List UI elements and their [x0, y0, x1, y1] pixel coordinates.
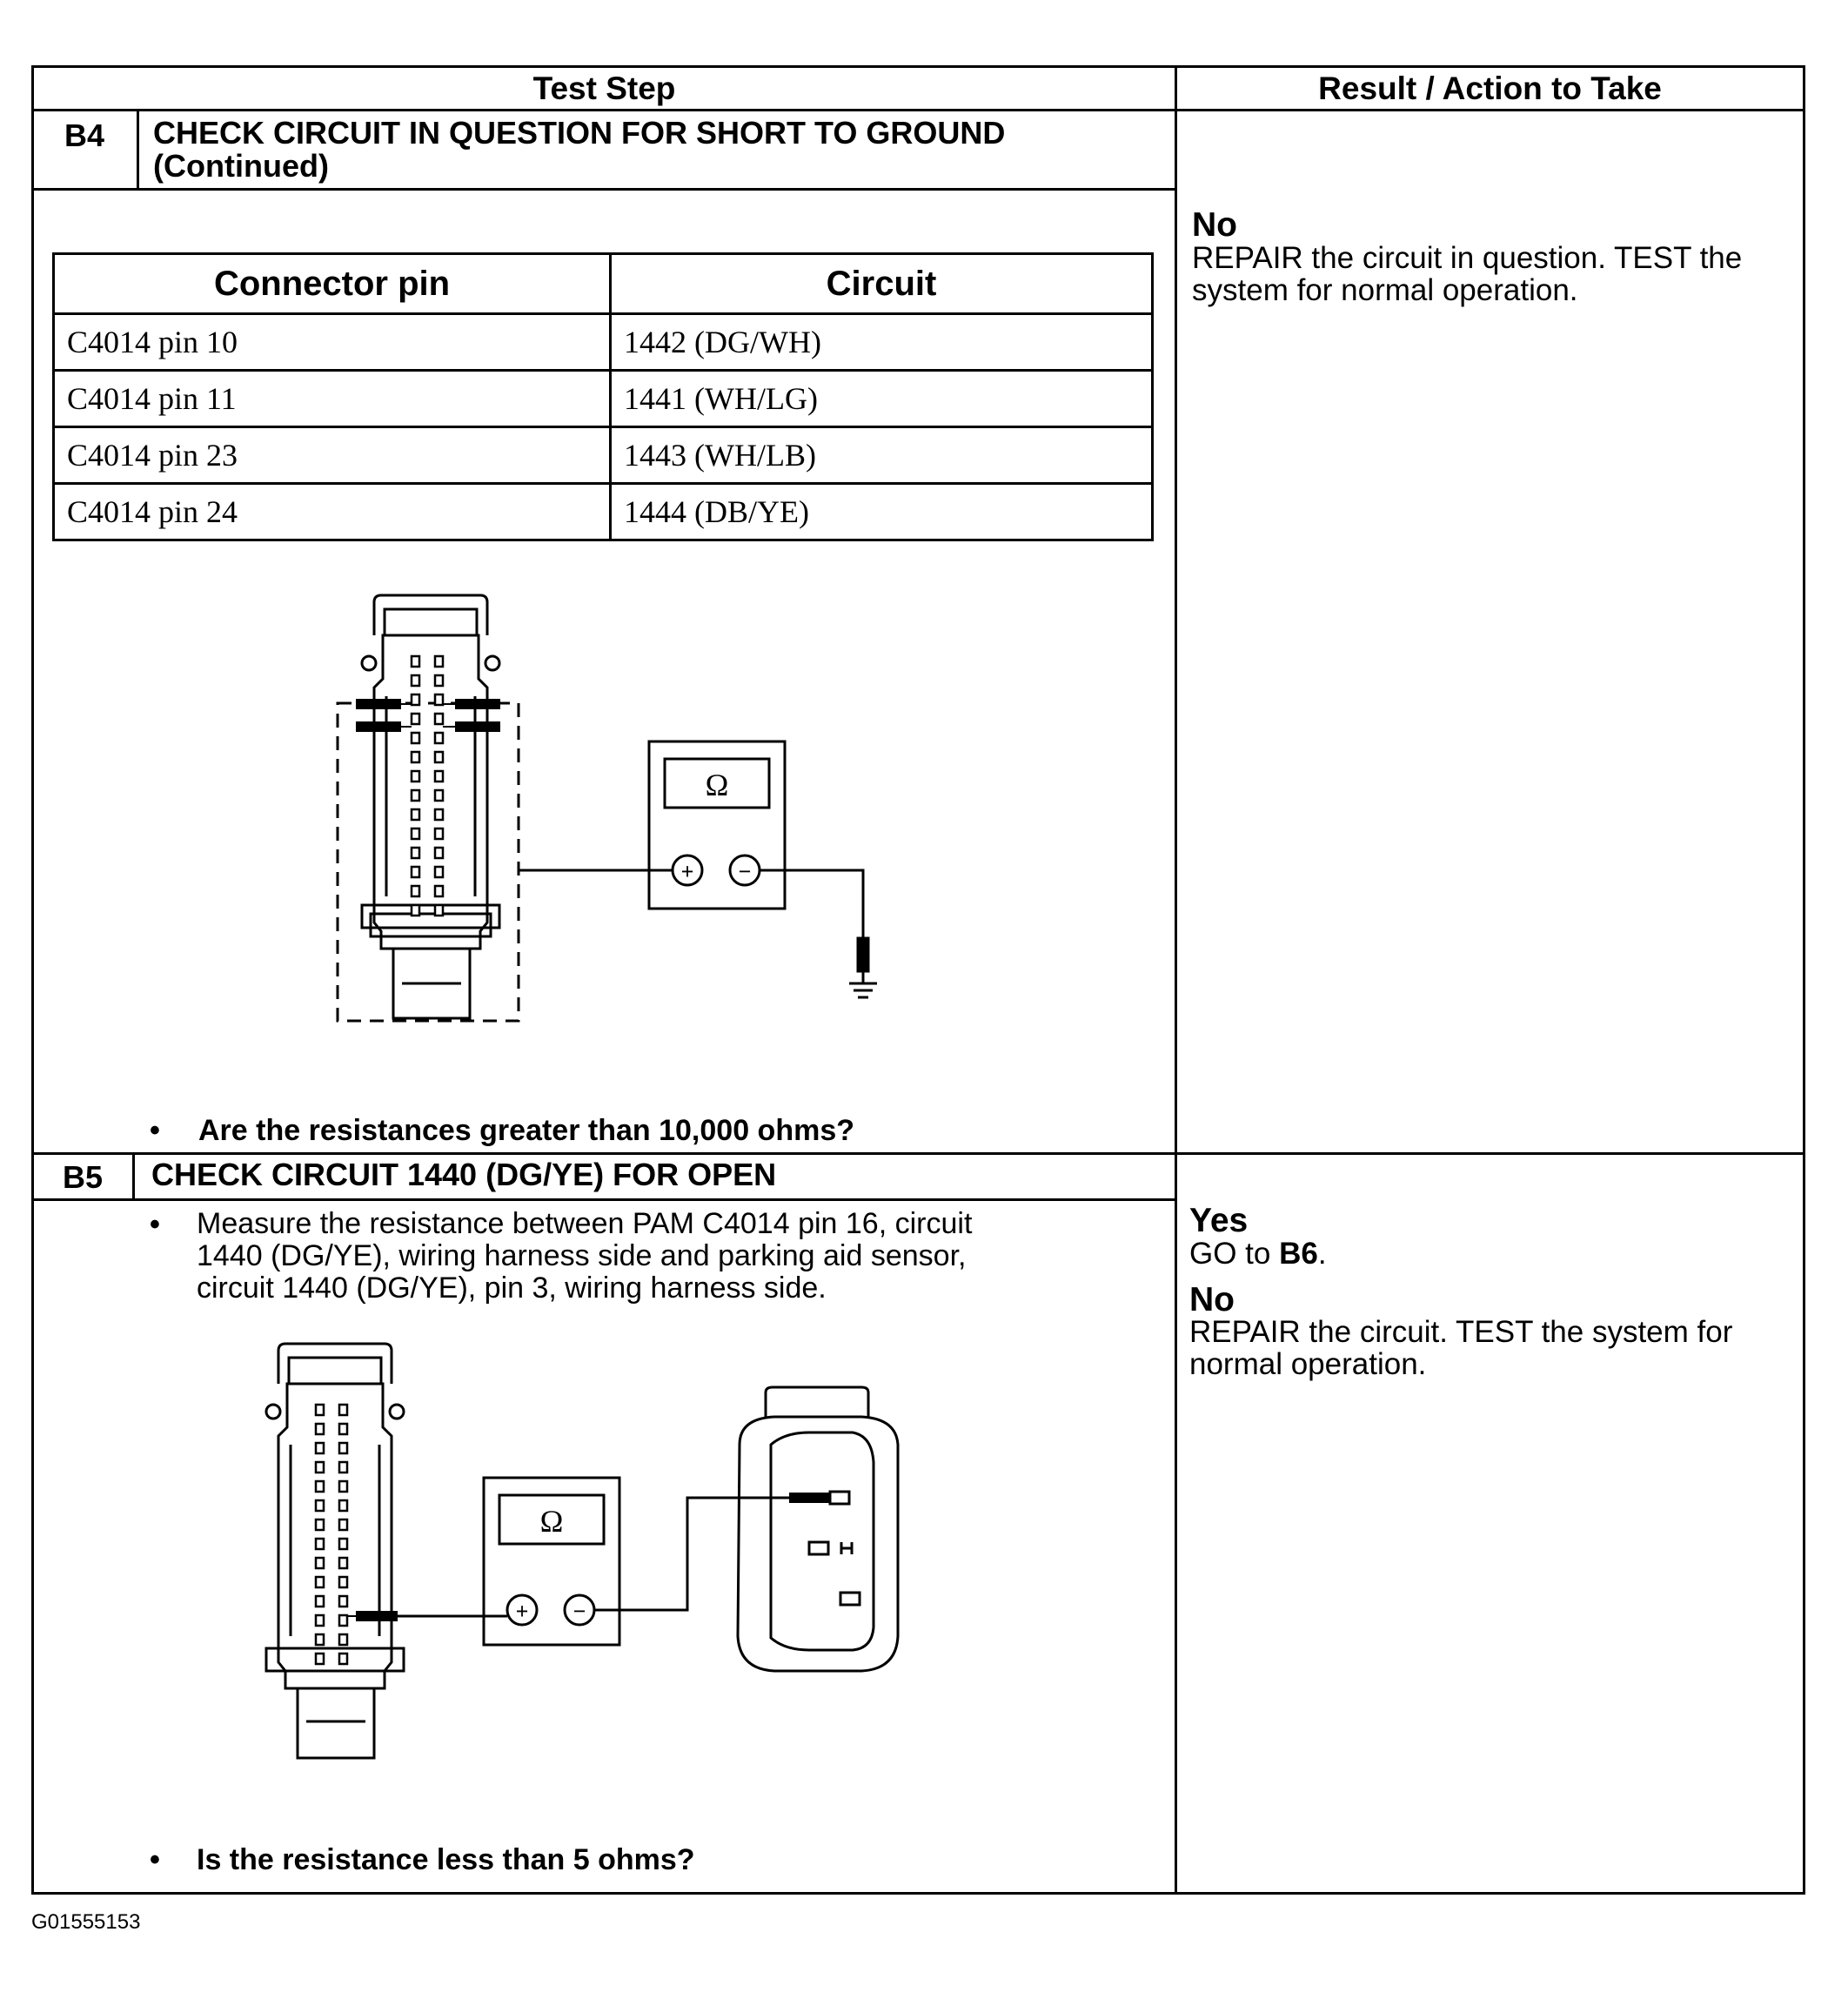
- step-code-b5: B5: [63, 1159, 104, 1195]
- b4-meter-symbol: Ω: [705, 768, 729, 802]
- connector-pin-cell: C4014 pin 10: [54, 314, 611, 371]
- step-title-b5: CHECK CIRCUIT 1440 (DG/YE) FOR OPEN: [151, 1157, 777, 1192]
- b5-result-yes-label: Yes: [1189, 1202, 1249, 1239]
- b4-wiring-diagram: [322, 583, 905, 1070]
- pin-table-header-connector: Connector pin: [54, 254, 611, 314]
- column-divider: [1175, 65, 1177, 1895]
- b5-test-leads: [397, 1498, 790, 1616]
- connector-pin-cell: C4014 pin 24: [54, 484, 611, 540]
- b5-question: Is the resistance less than 5 ohms?: [197, 1843, 695, 1876]
- ground-icon: [849, 938, 877, 997]
- circuit-cell: 1442 (DG/WH): [611, 314, 1153, 371]
- b4-title-divider: [31, 188, 1175, 191]
- step-title-b4-line1: CHECK CIRCUIT IN QUESTION FOR SHORT TO GROUND: [153, 115, 1006, 151]
- circuit-cell: 1443 (WH/LB): [611, 427, 1153, 484]
- header-result-action: Result / Action to Take: [1318, 70, 1662, 106]
- b5-instruction-line1: Measure the resistance between PAM C4014 pin 16, circuit: [197, 1207, 973, 1240]
- step-title-b4-line2: (Continued): [153, 148, 329, 184]
- b5-code-divider: [132, 1152, 135, 1199]
- circuit-cell: 1444 (DB/YE): [611, 484, 1153, 540]
- b5-ohmmeter-icon: [484, 1478, 619, 1645]
- table-row: [54, 371, 1153, 427]
- connector-pin-cell: C4014 pin 11: [54, 371, 611, 427]
- b5-result-no-text-line2: normal operation.: [1189, 1347, 1427, 1381]
- b5-connector-pins: [316, 1405, 347, 1664]
- b5-result-no-text-line1: REPAIR the circuit. TEST the system for: [1189, 1315, 1733, 1349]
- header-test-step: Test Step: [532, 70, 676, 106]
- circuit-cell: 1441 (WH/LG): [611, 371, 1153, 427]
- table-row: [54, 427, 1153, 484]
- b5-instruction-line2: 1440 (DG/YE), wiring harness side and parking aid sensor,: [197, 1239, 967, 1272]
- b5-meter-plus: +: [515, 1599, 529, 1624]
- b5-wiring-diagram: [252, 1323, 931, 1775]
- b4-result-no-text-line1: REPAIR the circuit in question. TEST the: [1192, 241, 1743, 275]
- b5-probe-icons: [347, 1493, 830, 1620]
- parking-aid-sensor-connector-icon: [738, 1387, 898, 1671]
- b4-connector-icon: [338, 595, 519, 1021]
- connector-pin-table: [52, 252, 1154, 541]
- b5-result-no-label: No: [1189, 1281, 1235, 1318]
- pin-table-header-row: [54, 254, 1153, 314]
- b4-ohmmeter-icon: [649, 741, 785, 909]
- table-row: [54, 314, 1153, 371]
- b4-result-no-text-line2: system for normal operation.: [1192, 273, 1578, 307]
- bullet-icon: •: [150, 1114, 160, 1147]
- b5-meter-minus: −: [572, 1599, 586, 1624]
- b4-b5-divider: [31, 1152, 1805, 1155]
- b4-code-divider: [137, 109, 139, 189]
- b5-title-divider: [31, 1198, 1175, 1201]
- b4-meter-plus: +: [680, 859, 694, 884]
- b4-connector-pins: [412, 656, 443, 916]
- b4-question: Are the resistances greater than 10,000 ohms?: [198, 1114, 854, 1147]
- b5-result-yes-text: [1189, 1238, 1327, 1270]
- b5-connector-icon: [266, 1344, 404, 1758]
- figure-id: G01555153: [31, 1910, 141, 1934]
- table-row: [54, 484, 1153, 540]
- b5-result-yes-prefix: GO to: [1189, 1237, 1280, 1271]
- bullet-icon: •: [150, 1843, 160, 1876]
- pin-table-header-circuit: Circuit: [611, 254, 1153, 314]
- bullet-icon: •: [150, 1208, 160, 1241]
- b4-result-no-label: No: [1192, 206, 1237, 244]
- step-code-b4: B4: [64, 117, 105, 153]
- b5-instruction-line3: circuit 1440 (DG/YE), pin 3, wiring harness side.: [197, 1271, 827, 1305]
- b5-result-yes-target: B6: [1279, 1237, 1318, 1271]
- b5-result-yes-suffix: .: [1317, 1237, 1327, 1271]
- connector-pin-cell: C4014 pin 23: [54, 427, 611, 484]
- b5-meter-symbol: Ω: [539, 1504, 564, 1539]
- b4-meter-minus: −: [738, 859, 752, 884]
